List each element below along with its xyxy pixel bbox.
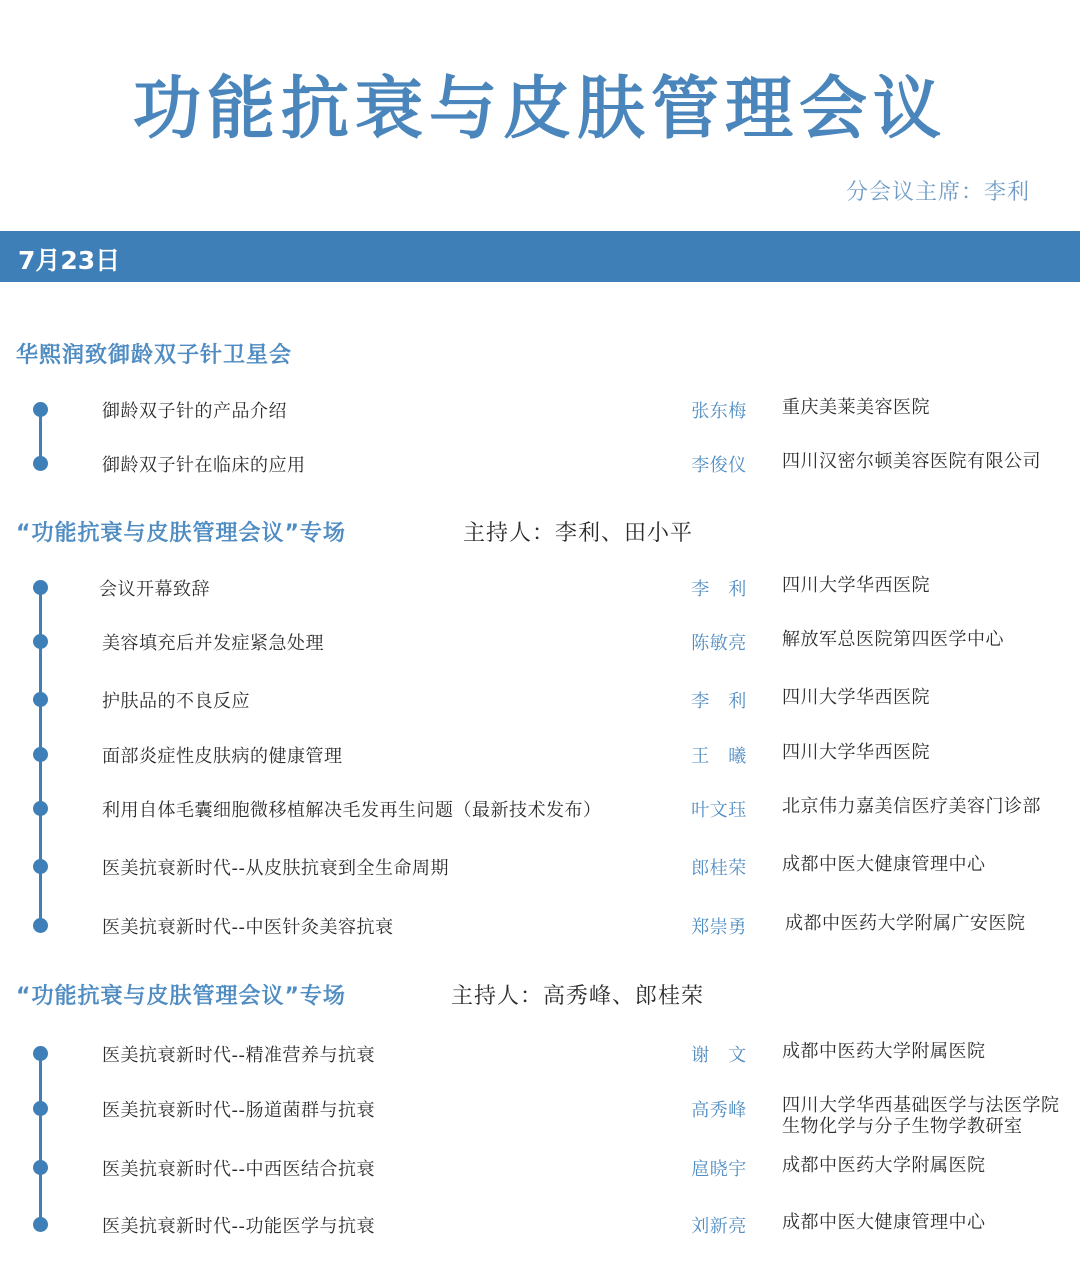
chair-label: 分会议主席：李利	[845, 180, 1030, 205]
speaker: 叶文珏	[691, 800, 747, 821]
list-item	[0, 1205, 1080, 1245]
organization: 成都中医药大学附属广安医院	[785, 913, 1026, 934]
list-item	[0, 568, 1080, 608]
list-item	[0, 1148, 1080, 1188]
list-item	[0, 1089, 1080, 1137]
timeline-dot	[33, 1217, 48, 1232]
organization: 四川汉密尔顿美容医院有限公司	[782, 451, 1041, 472]
date-label: 7月23日	[18, 246, 121, 275]
topic: 面部炎症性皮肤病的健康管理	[102, 746, 343, 767]
speaker: 扈晓宇	[691, 1159, 747, 1180]
topic: 护肤品的不良反应	[102, 691, 250, 712]
list-item	[0, 1034, 1080, 1074]
speaker: 高秀峰	[691, 1100, 747, 1121]
list-item	[0, 680, 1080, 720]
organization: 四川大学华西医院	[782, 575, 930, 596]
organization: 成都中医大健康管理中心	[782, 1212, 986, 1233]
topic: 医美抗衰新时代--从皮肤抗衰到全生命周期	[102, 858, 449, 879]
list-item	[0, 735, 1080, 775]
topic: 医美抗衰新时代--功能医学与抗衰	[102, 1216, 375, 1237]
organization-line-2: 生物化学与分子生物学教研室	[782, 1116, 1023, 1137]
list-item	[0, 906, 1080, 946]
timeline-dot	[33, 634, 48, 649]
organization-line-1: 四川大学华西基础医学与法医学院	[782, 1095, 1060, 1116]
organization: 成都中医药大学附属医院	[782, 1041, 986, 1062]
timeline-dot	[33, 918, 48, 933]
organization: 北京伟力嘉美信医疗美容门诊部	[782, 796, 1041, 817]
organization: 重庆美莱美容医院	[782, 397, 930, 418]
organization: 解放军总医院第四医学中心	[782, 629, 1004, 650]
speaker: 李俊仪	[691, 455, 747, 476]
topic: 御龄双子针在临床的应用	[102, 455, 306, 476]
organization: 四川大学华西医院	[782, 687, 930, 708]
timeline-dot	[33, 692, 48, 707]
timeline-dot	[33, 859, 48, 874]
topic: 医美抗衰新时代--精准营养与抗衰	[102, 1045, 375, 1066]
section-title: 华熙润致御龄双子针卫星会	[16, 343, 293, 368]
topic: 医美抗衰新时代--肠道菌群与抗衰	[102, 1100, 375, 1121]
page-title: 功能抗衰与皮肤管理会议	[132, 70, 947, 149]
section-title: “功能抗衰与皮肤管理会议”专场	[16, 984, 346, 1009]
topic: 医美抗衰新时代--中西医结合抗衰	[102, 1159, 375, 1180]
list-item	[0, 390, 1080, 430]
timeline-dot	[33, 1101, 48, 1116]
timeline-dot	[33, 580, 48, 595]
timeline-dot	[33, 402, 48, 417]
speaker: 李 利	[691, 691, 747, 712]
date-bar	[0, 231, 1080, 282]
section-host: 主持人：高秀峰、郎桂荣	[451, 984, 705, 1009]
organization: 成都中医大健康管理中心	[782, 854, 986, 875]
speaker: 李 利	[691, 579, 747, 600]
organization: 成都中医药大学附属医院	[782, 1155, 986, 1176]
timeline-dot	[33, 747, 48, 762]
list-item	[0, 444, 1080, 484]
timeline-dot	[33, 456, 48, 471]
timeline-dot	[33, 1046, 48, 1061]
topic: 医美抗衰新时代--中医针灸美容抗衰	[102, 917, 394, 938]
list-item	[0, 847, 1080, 887]
topic: 美容填充后并发症紧急处理	[102, 633, 324, 654]
timeline-line	[39, 1054, 42, 1224]
speaker: 郎桂荣	[691, 858, 747, 879]
speaker: 郑崇勇	[691, 917, 747, 938]
section-title: “功能抗衰与皮肤管理会议”专场	[16, 521, 346, 546]
speaker: 王 曦	[691, 746, 747, 767]
speaker: 陈敏亮	[691, 633, 747, 654]
topic: 会议开幕致辞	[99, 579, 210, 600]
organization	[782, 1095, 1060, 1137]
list-item	[0, 789, 1080, 829]
list-item	[0, 622, 1080, 662]
timeline-dot	[33, 1160, 48, 1175]
timeline-dot	[33, 801, 48, 816]
speaker: 刘新亮	[691, 1216, 747, 1237]
section-host: 主持人：李利、田小平	[463, 521, 694, 546]
organization: 四川大学华西医院	[782, 742, 930, 763]
topic: 御龄双子针的产品介绍	[102, 401, 287, 422]
speaker: 张东梅	[691, 401, 747, 422]
topic: 利用自体毛囊细胞微移植解决毛发再生问题（最新技术发布）	[102, 800, 602, 821]
speaker: 谢 文	[691, 1045, 747, 1066]
